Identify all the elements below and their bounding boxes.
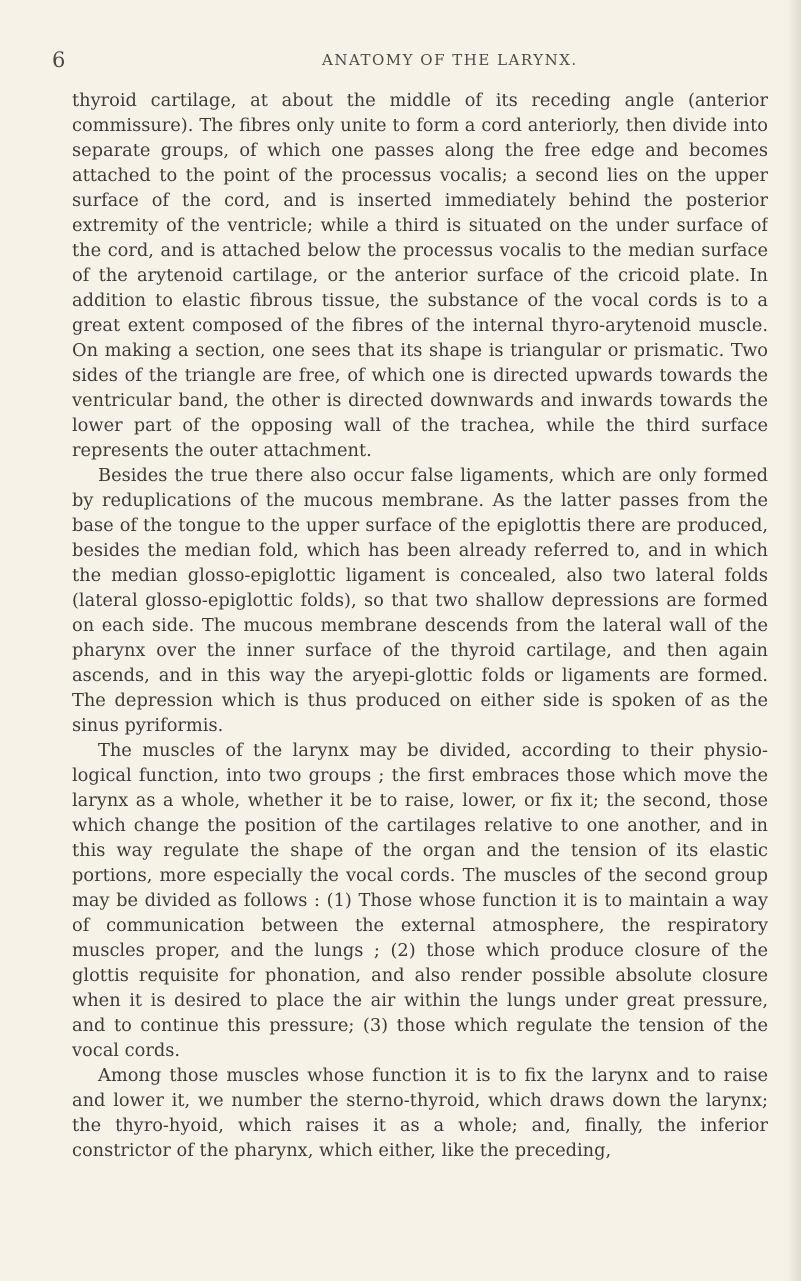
paragraph-3: The muscles of the larynx may be divided, according to their physio-logical function, into two groups ; the first embraces those which move the larynx as a whole, whether it be to raise, lower, or fix it; the second, those which change the position of the cartilages relative to one another, and in this way regulate the shape of the organ and the tension of its elastic portions, more especially the vocal cords. The muscles of the second group may be divided as follows : (1) Those whose function it is to maintain a way of communication between the external atmosphere, the respiratory muscles proper, and the lungs ; (2) those which produce closure of the glottis requisite for phonation, and also render possible absolute closure when it is desired to place the air within the lungs under great pressure, and to continue this pressure; (3) those which regulate the tension of the vocal cords. [72,740,768,1061]
paragraph-2: Besides the true there also occur false ligaments, which are only formed by reduplications of the mucous membrane. As the latter passes from the base of the tongue to the upper surface of the epiglottis there are produced, besides the median fold, which has been already referred to, and in which the median glosso-epiglottic ligament is concealed, also two lateral folds (lateral glosso-epiglottic folds), so that two shallow depressions are formed on each side. The mucous membrane descends from the lateral wall of the pharynx over the inner surface of the thyroid cartilage, and then again ascends, and in this way the aryepi-glottic folds or ligaments are formed. The depression which is thus produced on either side is spoken of as the sinus pyriformis. [72,465,768,736]
paragraph-4: Among those muscles whose function it is to fix the larynx and to raise and lower it, we number the sterno-thyroid, which draws down the larynx; the thyro-hyoid, which raises it as a whole; and, finally, the inferior constrictor of the pharynx, which either, like the preceding, [72,1065,768,1161]
page-edge-shadow [787,0,801,1281]
body-text [72,88,768,1263]
paragraph-1: thyroid cartilage, at about the middle of its receding angle (anterior commissure). The fibres only unite to form a cord anteriorly, then divide into separate groups, of which one passes along the free edge and becomes attached to the point of the processus vocalis; a second lies on the upper surface of the cord, and is inserted immediately behind the posterior extremity of the ventricle; while a third is situated on the under surface of the cord, and is attached below the processus vocalis to the median surface of the arytenoid cartilage, or the anterior surface of the cricoid plate. In addition to elastic fibrous tissue, the substance of the vocal cords is to a great extent composed of the fibres of the internal thyro-arytenoid muscle. On making a section, one sees that its shape is triangular or prismatic. Two sides of the triangle are free, of which one is directed upwards towards the ventricular band, the other is directed downwards and inwards towards the lower part of the opposing wall of the trachea, while the third surface represents the outer attachment. [72,90,768,461]
page-number: 6 [52,48,66,72]
page-header [52,46,772,74]
running-head: ANATOMY OF THE LARYNX. [322,51,578,69]
